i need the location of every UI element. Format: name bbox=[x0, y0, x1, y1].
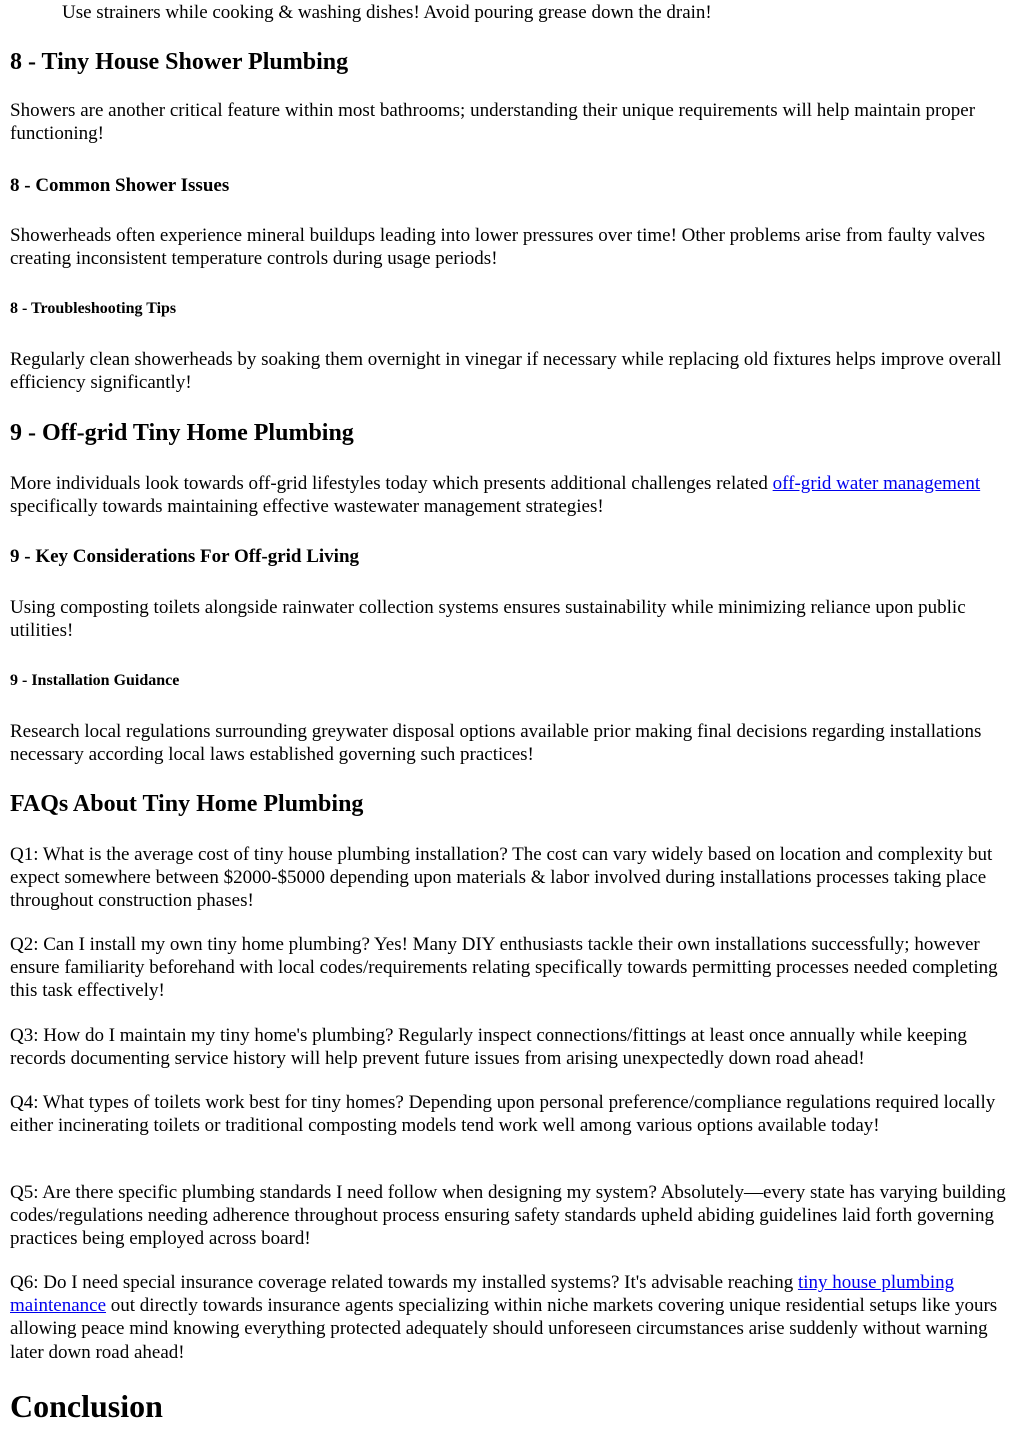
shower-heading: 8 - Tiny House Shower Plumbing bbox=[10, 49, 349, 75]
key-considerations-paragraph: Using composting toilets alongside rainwater collection systems ensures sustainability while minimizing reliance upon public utilities! bbox=[10, 597, 966, 642]
offgrid-paragraph bbox=[10, 472, 1016, 518]
shower-issues-heading: 8 - Common Shower Issues bbox=[10, 175, 230, 196]
tiny-house-plumbing-maintenance-link[interactable]: tiny house plumbing maintenance bbox=[10, 1272, 955, 1317]
installation-paragraph: Research local regulations surrounding greywater disposal options available prior making final decisions regarding installations necessary according local laws established governing such practices! bbox=[10, 721, 982, 766]
troubleshooting-heading: 8 - Troubleshooting Tips bbox=[10, 300, 177, 317]
key-considerations-heading: 9 - Key Considerations For Off-grid Living bbox=[10, 546, 360, 567]
shower-issues-paragraph: Showerheads often experience mineral buildups leading into lower pressures over time! Other problems arise from faulty valves creating inconsistent temperature controls during usage periods! bbox=[10, 225, 986, 270]
faq-q6 bbox=[10, 1271, 1016, 1364]
conclusion-heading: Conclusion bbox=[10, 1388, 163, 1424]
offgrid-water-management-link[interactable]: off-grid water management bbox=[772, 473, 981, 494]
intro-line: Use strainers while cooking & washing dishes! Avoid pouring grease down the drain! bbox=[62, 2, 712, 23]
faq-q4: Q4: What types of toilets work best for tiny homes? Depending upon personal preference/compliance regulations required locally either incinerating toilets or traditional composting models tend work well among various options available today! bbox=[10, 1092, 996, 1137]
offgrid-text-after: specifically towards maintaining effective wastewater management strategies! bbox=[10, 496, 604, 518]
faq-q1: Q1: What is the average cost of tiny house plumbing installation? The cost can vary widely based on location and complexity but expect somewhere between $2000-$5000 depending upon materials & labor involved during installations processes taking place throughout construction phases! bbox=[10, 844, 993, 912]
faq-q2: Q2: Can I install my own tiny home plumbing? Yes! Many DIY enthusiasts tackle their own installations successfully; however ensure familiarity beforehand with local codes/requirements relating specifically towards permitting processes needed completing this task effectively! bbox=[10, 934, 998, 1002]
faq-q5: Q5: Are there specific plumbing standards I need follow when designing my system? Absolutely—every state has varying building codes/regulations needing adherence throughout process ensuring safety standards upheld abiding guidelines laid forth governing practices being employed across board! bbox=[10, 1182, 1006, 1250]
troubleshooting-paragraph: Regularly clean showerheads by soaking them overnight in vinegar if necessary while replacing old fixtures helps improve overall efficiency significantly! bbox=[10, 349, 1002, 394]
faq-q6-before: Q6: Do I need special insurance coverage related towards my installed systems? It's advisable reaching bbox=[10, 1272, 798, 1293]
faq-q6-after: out directly towards insurance agents specializing within niche markets covering unique residential setups like yours allowing peace mind knowing everything protected adequately should unforeseen circumstances arise suddenly without warning later down road ahead! bbox=[10, 1295, 998, 1363]
faq-heading: FAQs About Tiny Home Plumbing bbox=[10, 791, 364, 817]
installation-heading: 9 - Installation Guidance bbox=[10, 672, 180, 689]
offgrid-text-before: More individuals look towards off-grid lifestyles today which presents additional challenges related bbox=[10, 473, 773, 494]
shower-paragraph: Showers are another critical feature within most bathrooms; understanding their unique requirements will help maintain proper functioning! bbox=[10, 100, 976, 145]
offgrid-heading: 9 - Off-grid Tiny Home Plumbing bbox=[10, 420, 354, 446]
faq-q3: Q3: How do I maintain my tiny home's plumbing? Regularly inspect connections/fittings at least once annually while keeping records documenting service history will help prevent future issues from arising unexpectedly down road ahead! bbox=[10, 1025, 967, 1070]
